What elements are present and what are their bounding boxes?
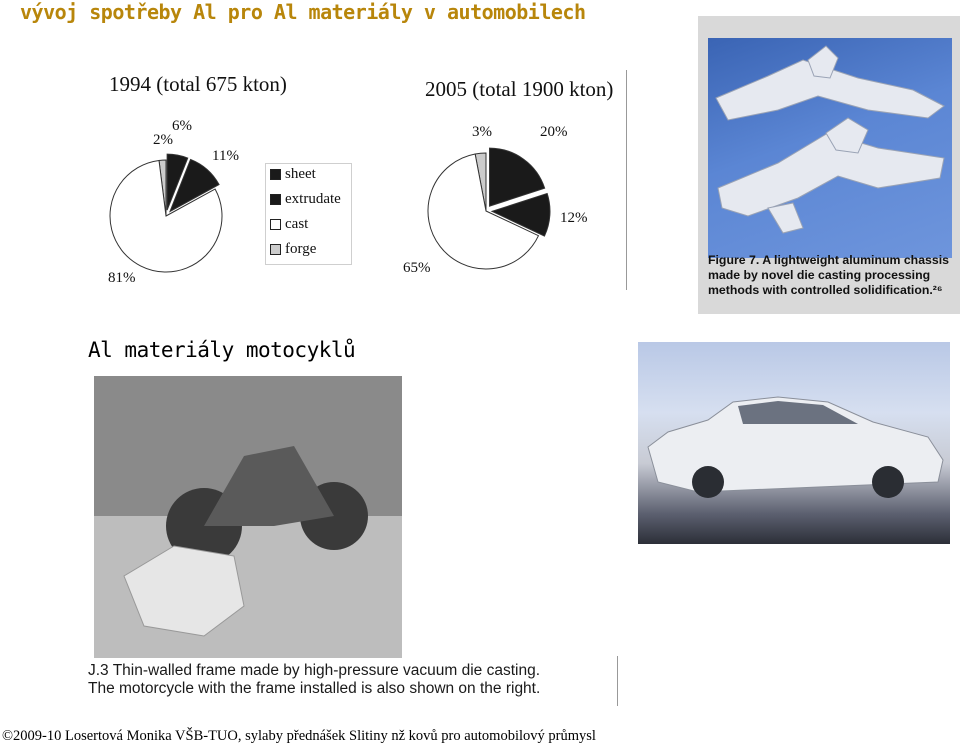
legend-item-forge: [270, 241, 316, 258]
chassis-photo: [698, 16, 960, 314]
pie-legend: [265, 163, 352, 265]
chassis-drawing: [708, 38, 952, 258]
legend-swatch-cast: [270, 219, 281, 230]
motorcycle-photo: [94, 376, 402, 658]
section-heading: Al materiály motocyklů: [88, 338, 356, 362]
pie-2005-label-forge: 3%: [472, 124, 492, 140]
motorcycle-caption-line-2: The motorcycle with the frame installed is also shown on the right.: [88, 680, 541, 697]
legend-swatch-forge: [270, 244, 281, 255]
legend-label-extrudate: extrudate: [285, 191, 341, 207]
legend-label-sheet: sheet: [285, 166, 316, 182]
legend-label-forge: forge: [285, 241, 317, 257]
pie-1994-label-cast: 81%: [108, 270, 136, 286]
pie-2005: [420, 145, 555, 280]
pie-2005-title: 2005 (total 1900 kton): [425, 77, 614, 101]
legend-swatch-sheet: [270, 169, 281, 180]
pie-1994-label-extrudate: 11%: [212, 148, 239, 164]
pie-2005-label-sheet: 20%: [540, 124, 568, 140]
chassis-image: [708, 38, 952, 258]
legend-item-extrudate: [270, 191, 341, 208]
motorcycle-drawing: [94, 376, 402, 658]
pie-1994: [100, 150, 230, 280]
caption-divider: [617, 656, 618, 706]
motorcycle-caption: [88, 662, 540, 698]
slide-title: vývoj spotřeby Al pro Al materiály v automobilech: [20, 0, 586, 24]
legend-swatch-extrudate: [270, 194, 281, 205]
chassis-caption: Figure 7. A lightweight aluminum chassis made by novel die casting processing methods with controlled solidification.²⁶: [708, 253, 949, 297]
legend-label-cast: cast: [285, 216, 309, 232]
pie-2005-label-cast: 65%: [403, 260, 431, 276]
legend-item-sheet: [270, 166, 316, 183]
car-drawing: [638, 342, 950, 544]
footer: ©2009-10 Losertová Monika VŠB-TUO, sylaby přednášek Slitiny nž kovů pro automobilový průmysl: [2, 728, 596, 744]
pie-1994-label-sheet: 6%: [172, 118, 192, 134]
pie-2005-label-extrudate: 12%: [560, 210, 588, 226]
legend-item-cast: [270, 216, 308, 233]
motorcycle-caption-line-1: J.3 Thin-walled frame made by high-pressure vacuum die casting.: [88, 662, 541, 679]
pie-1994-title: 1994 (total 675 kton): [109, 72, 287, 96]
divider: [626, 70, 627, 290]
pie-1994-label-forge: 2%: [153, 132, 173, 148]
car-photo: [638, 342, 950, 544]
